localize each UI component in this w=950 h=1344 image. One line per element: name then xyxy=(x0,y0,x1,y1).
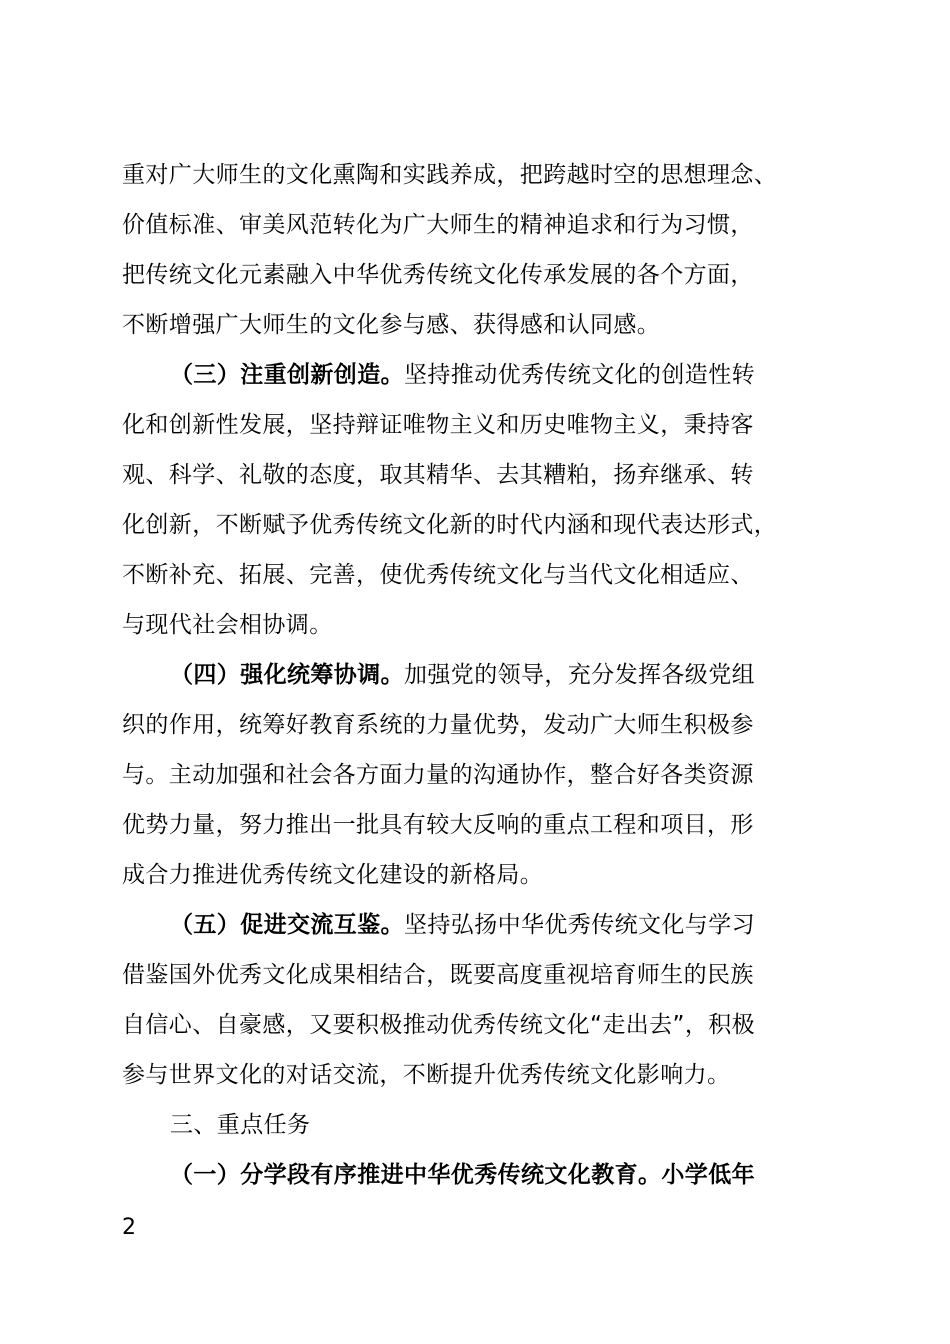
paragraph-line: 化和创新性发展，坚持辩证唯物主义和历史唯物主义，秉持客 xyxy=(122,412,754,438)
paragraph-first-line xyxy=(122,650,844,700)
paragraph-text: 加强党的领导，充分发挥各级党组 xyxy=(404,662,755,688)
page-number: 2 xyxy=(122,1215,136,1240)
paragraph-line: 价值标准、审美风范转化为广大师生的精神追求和行为习惯， xyxy=(122,212,754,238)
paragraph-line: 借鉴国外优秀文化成果相结合，既要高度重视培育师生的民族 xyxy=(122,962,754,988)
paragraph-line: 与现代社会相协调。 xyxy=(122,612,333,638)
paragraph-line: 成合力推进优秀传统文化建设的新格局。 xyxy=(122,862,544,888)
section-heading-innovation: （三）注重创新创造。 xyxy=(170,362,404,388)
paragraph-first-line xyxy=(122,900,844,950)
section-title-key-tasks: 三、重点任务 xyxy=(170,1112,311,1138)
paragraph-line: 参与世界文化的对话交流，不断提升优秀传统文化影响力。 xyxy=(122,1062,731,1088)
paragraph-text: 坚持推动优秀传统文化的创造性转 xyxy=(404,362,755,388)
paragraph-line: 不断补充、拓展、完善，使优秀传统文化与当代文化相适应、 xyxy=(122,562,754,588)
paragraph-first-line xyxy=(122,350,844,400)
paragraph-line: 与。主动加强和社会各方面力量的沟通协作，整合好各类资源 xyxy=(122,762,754,788)
paragraph-line: 把传统文化元素融入中华优秀传统文化传承发展的各个方面， xyxy=(122,262,754,288)
subsection-heading-stages: （一）分学段有序推进中华优秀传统文化教育。小学低年 xyxy=(170,1162,755,1188)
paragraph-line: 自信心、自豪感，又要积极推动优秀传统文化“走出去”，积极 xyxy=(122,1012,756,1038)
paragraph-line: 织的作用，统筹好教育系统的力量优势，发动广大师生积极参 xyxy=(122,712,754,738)
paragraph-line: 不断增强广大师生的文化参与感、获得感和认同感。 xyxy=(122,312,661,338)
paragraph-line: 化创新，不断赋予优秀传统文化新的时代内涵和现代表达形式， xyxy=(122,512,778,538)
document-body xyxy=(122,150,844,1200)
section-heading-coordination: （四）强化统筹协调。 xyxy=(170,662,404,688)
paragraph-text: 坚持弘扬中华优秀传统文化与学习 xyxy=(404,912,755,938)
section-heading-exchange: （五）促进交流互鉴。 xyxy=(170,912,404,938)
paragraph-line: 重对广大师生的文化熏陶和实践养成，把跨越时空的思想理念、 xyxy=(122,162,778,188)
paragraph-line: 优势力量，努力推出一批具有较大反响的重点工程和项目，形 xyxy=(122,812,754,838)
paragraph-line: 观、科学、礼敬的态度，取其精华、去其糟粕，扬弃继承、转 xyxy=(122,462,754,488)
